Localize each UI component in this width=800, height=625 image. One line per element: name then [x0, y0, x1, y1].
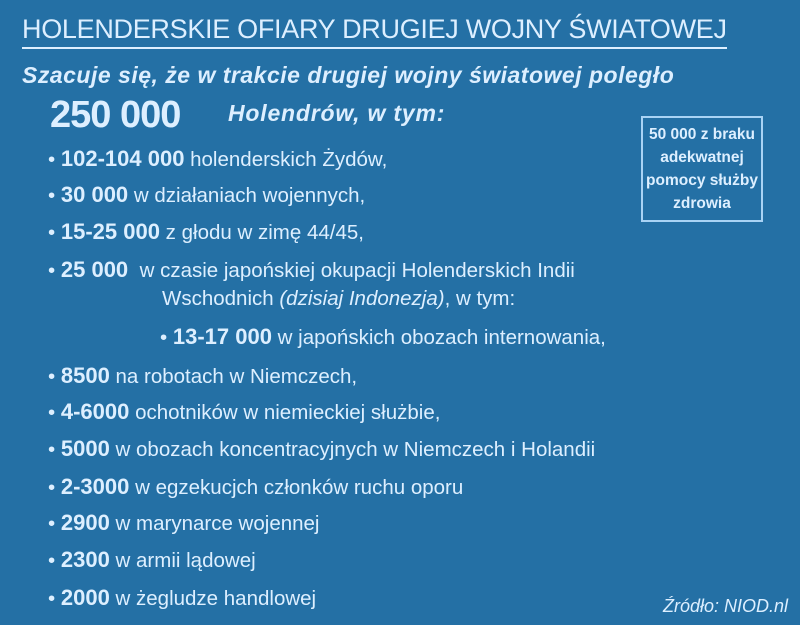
item-text-italic: (dzisiaj Indonezja) [279, 287, 445, 310]
item-number: 2900 [60, 510, 110, 535]
total-suffix: Holendrów, w tym: [228, 100, 446, 126]
list-item: • 25 000 w czasie japońskiej okupacji Holenderskich Indii [48, 257, 575, 282]
list-item: • 2300 w armii lądowej [48, 547, 256, 572]
item-number: 8500 [60, 363, 110, 388]
list-item: • 5000 w obozach koncentracyjnych w Niemczech i Holandii [48, 436, 596, 461]
list-item: • 8500 na robotach w Niemczech, [48, 363, 358, 388]
list-item: • 2900 w marynarce wojennej [48, 510, 320, 535]
item-text: w egzekucjch członków ruchu oporu [129, 476, 464, 499]
sub-list-item: • 13-17 000 w japońskich obozach internowania, [160, 324, 606, 349]
list-item: • 15-25 000 z głodu w zimę 44/45, [48, 219, 364, 244]
list-item: • 2000 w żegludze handlowej [48, 585, 317, 610]
item-number: 2-3000 [60, 474, 130, 499]
item-text: ochotników w niemieckiej służbie, [129, 401, 441, 424]
item-text: , w tym: [444, 287, 516, 310]
item-text: w armii lądowej [109, 549, 256, 572]
item-text: w marynarce wojennej [109, 512, 320, 535]
item-text: holenderskich Żydów, [184, 148, 388, 171]
title: HOLENDERSKIE OFIARY DRUGIEJ WOJNY ŚWIATOWEJ [22, 12, 727, 49]
list-item: • 4-6000 ochotników w niemieckiej służbie, [48, 399, 441, 424]
item-text: w działaniach wojennych, [128, 184, 366, 207]
list-item: • 30 000 w działaniach wojennych, [48, 182, 366, 207]
box-line: adekwatnej [660, 149, 744, 166]
item-text: z głodu w zimę 44/45, [159, 221, 364, 244]
item-number: 2300 [60, 547, 110, 572]
item-number: 30 000 [60, 182, 129, 207]
box-line: pomocy służby [646, 172, 758, 189]
item-number: 2000 [60, 585, 110, 610]
item-number: 13-17 000 [172, 324, 272, 349]
list-item: • 102-104 000 holenderskich Żydów, [48, 146, 388, 171]
item-text: w japońskich obozach internowania, [271, 326, 606, 349]
item-text: w obozach koncentracyjnych w Niemczech i Holandii [109, 438, 596, 461]
item-text: w czasie japońskiej okupacji Holenderskich Indii [128, 259, 575, 282]
item-number: 4-6000 [60, 399, 130, 424]
health-care-note-box [641, 116, 763, 222]
total-number: 250 000 [50, 94, 181, 136]
list-item: • 2-3000 w egzekucjch członków ruchu oporu [48, 474, 464, 499]
item-number: 25 000 [60, 257, 129, 282]
box-line: zdrowia [673, 195, 731, 212]
box-line: 50 000 z braku [649, 126, 755, 143]
item-number: 15-25 000 [60, 219, 160, 244]
item-text: Wschodnich [162, 287, 280, 310]
source-credit: Źródło: NIOD.nl [662, 596, 788, 616]
item-text: na robotach w Niemczech, [109, 365, 358, 388]
subtitle: Szacuje się, że w trakcie drugiej wojny światowej poległo [22, 62, 675, 88]
item-text: w żegludze handlowej [109, 587, 317, 610]
item-number: 102-104 000 [60, 146, 185, 171]
item-number: 5000 [60, 436, 110, 461]
list-item-continuation [162, 287, 515, 311]
